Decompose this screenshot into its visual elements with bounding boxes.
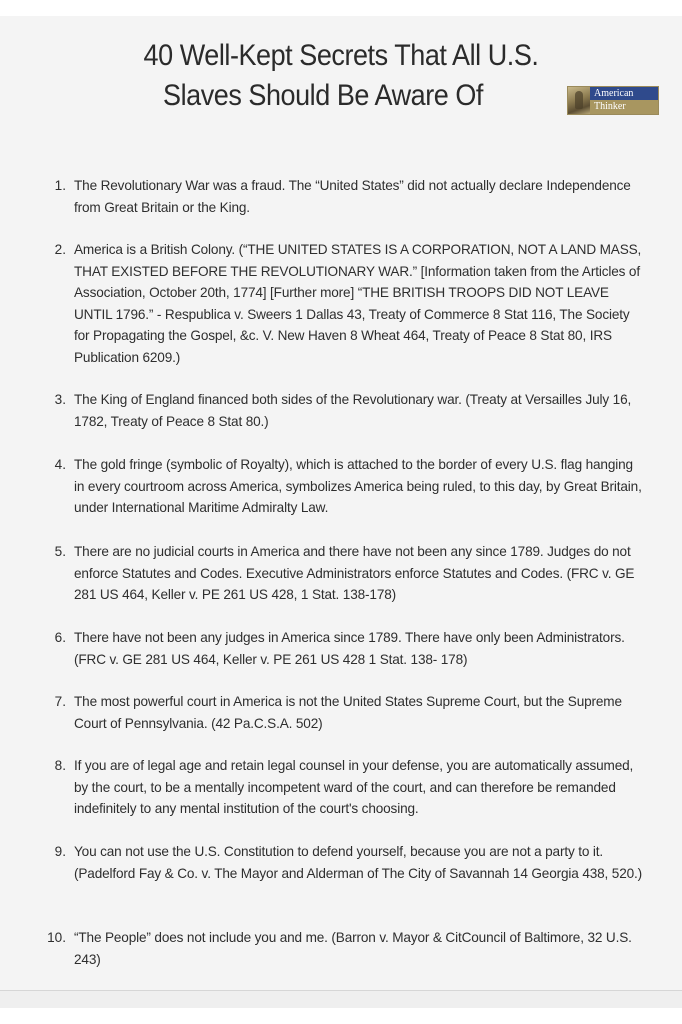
list-item-number: 1.	[54, 178, 66, 193]
title-line-1: 40 Well-Kept Secrets That All U.S.	[143, 39, 539, 72]
list-item-text: If you are of legal age and retain legal counsel in your defense, you are automatically assumed, by the court, to be a mentally incompetent ward of the court, and can therefore be remanded indefinitely to any mental institution of the court's choosing.	[74, 758, 634, 816]
title-line-2: Slaves Should Be Aware Of	[163, 79, 483, 112]
list-item-text: The Revolutionary War was a fraud. The “United States” did not actually declare Independence from Great Britain or the King.	[74, 178, 631, 215]
list-item-text: There have not been any judges in America since 1789. There have only been Administrators. (FRC v. GE 281 US 464, Keller v. PE 261 US 428 1 Stat. 138- 178)	[74, 630, 625, 667]
list-item-number: 2.	[54, 242, 66, 257]
list-item-text: America is a British Colony. (“THE UNITED STATES IS A CORPORATION, NOT A LAND MASS, THAT EXISTED BEFORE THE REVOLUTIONARY WAR.” [Information taken from the Articles of Association, October 20th, 1774] [Further more] “THE BRITISH TROOPS DID NOT LEAVE UNTIL 1796.” - Respublica v. Sweers 1 Dallas 43, Treaty of Commerce 8 Stat 116, The Society for Propagating the Gospel, &c. V. New Haven 8 Wheat 464, Treaty of Peace 8 Stat 80, IRS Publication 6209.)	[74, 242, 642, 365]
list-item-text: The most powerful court in America is not the United States Supreme Court, but the Supreme Court of Pennsylvania. (42 Pa.C.S.A. 502)	[74, 694, 622, 731]
logo-text-american: American	[590, 87, 658, 100]
list-item-number: 10.	[47, 930, 66, 945]
thinker-statue-icon	[568, 87, 590, 114]
list-item-text: The gold fringe (symbolic of Royalty), which is attached to the border of every U.S. flag hanging in every courtroom across America, symbolizes America being ruled, to this day, by Great Britain, under International Maritime Admiralty Law.	[74, 457, 642, 515]
list-item-number: 7.	[54, 694, 66, 709]
list-item-number: 8.	[54, 758, 66, 773]
list-item-number: 9.	[54, 844, 66, 859]
footer-strip	[0, 991, 682, 1008]
list-item-text: There are no judicial courts in America and there have not been any since 1789. Judges do not enforce Statutes and Codes. Executive Administrators enforce Statutes and Codes. (FRC v. GE 281 US 464, Keller v. PE 261 US 428, 1 Stat. 138-178)	[74, 544, 635, 602]
list-item-number: 3.	[54, 392, 66, 407]
logo-text-thinker: Thinker	[590, 100, 658, 114]
list-item-number: 4.	[54, 457, 66, 472]
american-thinker-logo	[567, 86, 659, 115]
page-title	[34, 36, 648, 116]
list-item-number: 5.	[54, 544, 66, 559]
list-item-number: 6.	[54, 630, 66, 645]
list-item-text: You can not use the U.S. Constitution to defend yourself, because you are not a party to it. (Padelford Fay & Co. v. The Mayor and Alderman of The City of Savannah 14 Georgia 438, 520.)	[74, 844, 643, 881]
list-item-text: “The People” does not include you and me. (Barron v. Mayor & CitCouncil of Baltimore, 32 U.S. 243)	[74, 930, 632, 967]
list-item-text: The King of England financed both sides of the Revolutionary war. (Treaty at Versailles July 16, 1782, Treaty of Peace 8 Stat 80.)	[74, 392, 632, 429]
